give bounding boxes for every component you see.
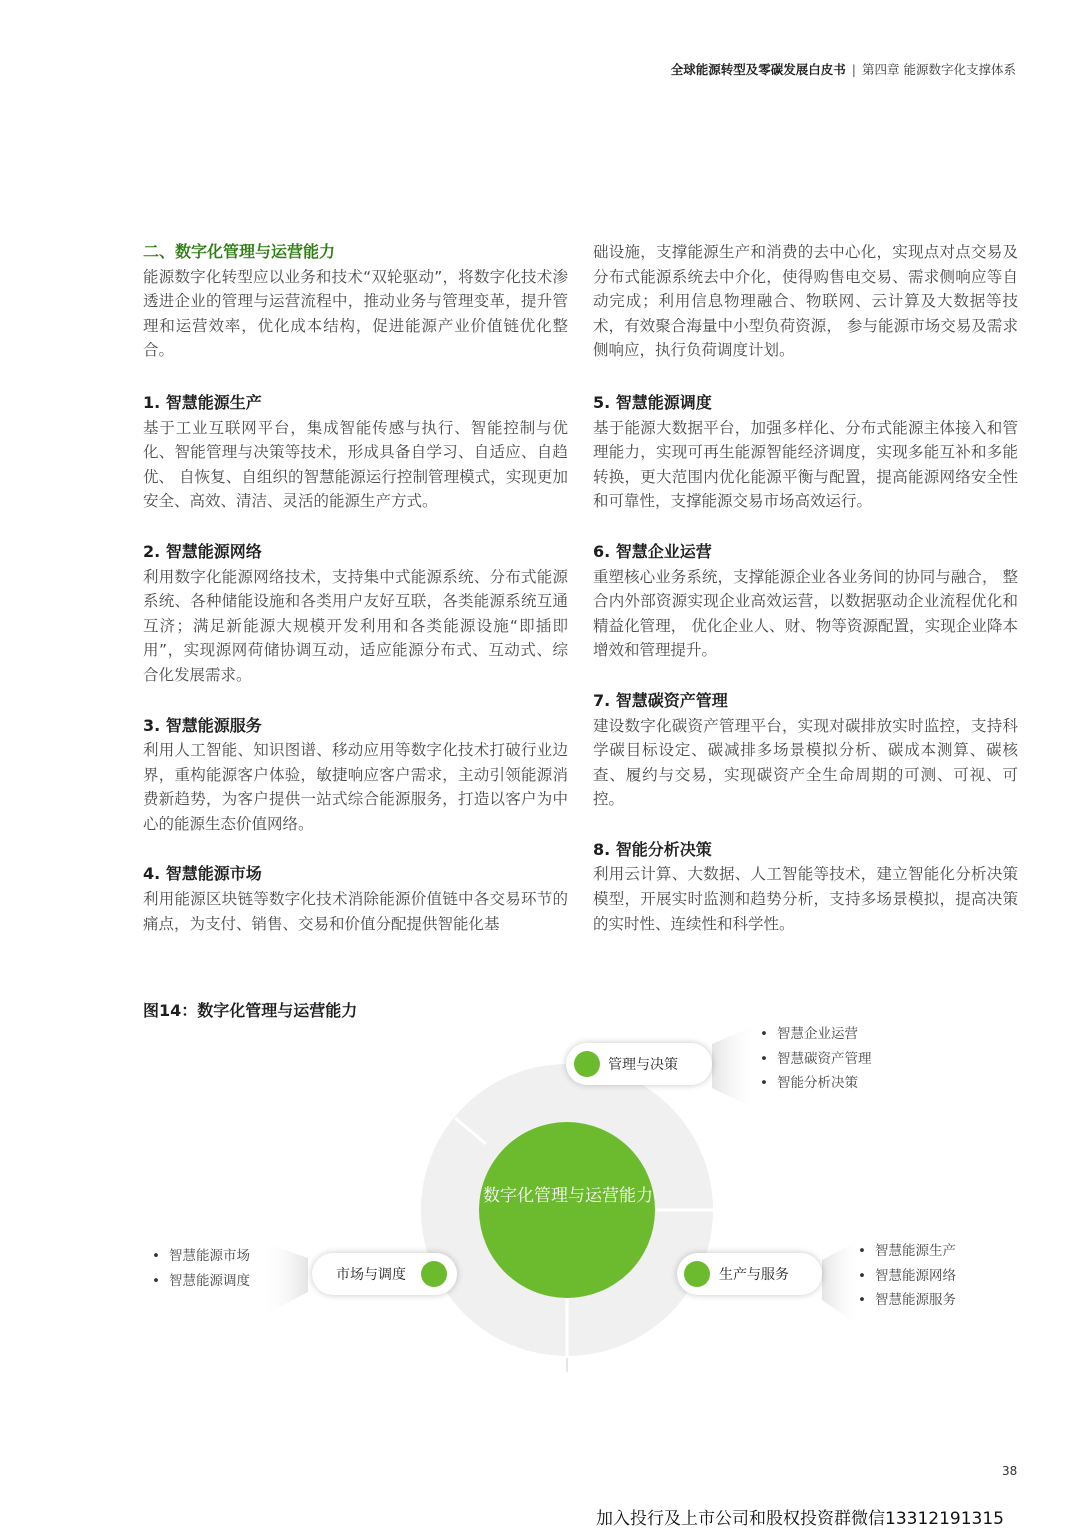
green-dot-icon [421, 1261, 447, 1287]
left-column [143, 240, 568, 958]
page-header [671, 60, 1016, 78]
item-text-8: 利用云计算、大数据、人工智能等技术，建立智能化分析决策模型，开展实时监测和趋势分析，支持多场景模拟，提高决策的实时性、连续性和科学性。 [593, 865, 1018, 933]
item-text-4: 利用能源区块链等数字化技术消除能源价值链中各交易环节的痛点，为支付、销售、交易和价值分配提供智能化基 [143, 890, 568, 933]
market-bullets [152, 1244, 250, 1293]
item-text-1: 基于工业互联网平台，集成智能传感与执行、智能控制与优化、智能管理与决策等技术，形成具备自学习、自适应、自趋优、 自恢复、自组织的智慧能源运行控制管理模式，实现更加安全、高效、清洁、灵活的能源生产方式。 [143, 418, 568, 511]
right-column [593, 240, 1018, 958]
node-management [566, 1043, 712, 1085]
bullet-item: • 智慧能源调度 [152, 1269, 250, 1294]
item-title-3: 3. 智慧能源服务 [143, 715, 262, 735]
item-title-5: 5. 智慧能源调度 [593, 392, 712, 412]
node-label: 管理与决策 [608, 1057, 678, 1073]
bullet-item: • 智慧碳资产管理 [760, 1047, 871, 1072]
bullet-item: • 智能分析决策 [760, 1071, 871, 1096]
item-text-6: 重塑核心业务系统，支撑能源企业各业务间的协同与融合， 整合内外部资源实现企业高效运营，以数据驱动企业流程优化和精益化管理， 优化企业人、财、物等资源配置，实现企业降本增效和管理提升。 [593, 567, 1018, 660]
bullet-item: • 智慧能源服务 [858, 1288, 956, 1313]
node-label: 市场与调度 [336, 1267, 406, 1283]
section-intro: 能源数字化转型应以业务和技术“双轮驱动”，将数字化技术渗透进企业的管理与运营流程中，推动业务与管理变革，提升管理和运营效率，优化成本结构，促进能源产业价值链优化整合。 [143, 267, 568, 360]
item-title-4: 4. 智慧能源市场 [143, 864, 262, 884]
capability-diagram [0, 1010, 1080, 1390]
footer-note: 加入投行及上市公司和股权投资群微信13312191315 [596, 1509, 1004, 1529]
green-dot-icon [684, 1261, 710, 1287]
item-text-5: 基于能源大数据平台，加强多样化、分布式能源主体接入和管理能力，实现可再生能源智能经济调度，实现多能互补和多能转换，更大范围内优化能源平衡与配置，提高能源网络安全性和可靠性，支撑能源交易市场高效运行。 [593, 418, 1018, 511]
bullet-item: • 智慧企业运营 [760, 1022, 871, 1047]
green-dot-icon [574, 1051, 600, 1077]
book-title: 全球能源转型及零碳发展白皮书 [670, 62, 846, 77]
page-number: 38 [1002, 1464, 1018, 1478]
item-text-3: 利用人工智能、知识图谱、移动应用等数字化技术打破行业边界，重构能源客户体验，敏捷响应客户需求，主动引领能源消费新趋势，为客户提供一站式综合能源服务，打造以客户为中心的能源生态价值网络。 [143, 741, 568, 833]
chapter-title: 第四章 能源数字化支撑体系 [862, 62, 1016, 77]
connector-shade-right [822, 1238, 862, 1328]
bullet-item: • 智慧能源生产 [858, 1239, 956, 1264]
header-separator: | [851, 62, 857, 77]
item-text-4-continued: 础设施，支撑能源生产和消费的去中心化，实现点对点交易及分布式能源系统去中介化，使得购售电交易、需求侧响应等自动完成；利用信息物理融合、物联网、云计算及大数据等技术，有效聚合海量中小型负荷资源， 参与能源市场交易及需求侧响应，执行负荷调度计划。 [593, 243, 1018, 360]
management-bullets [760, 1022, 871, 1096]
node-label: 生产与服务 [719, 1267, 789, 1283]
item-title-1: 1. 智慧能源生产 [143, 392, 262, 412]
figure-title: 图14：数字化管理与运营能力 [143, 1001, 358, 1020]
connector-shade-left [262, 1242, 308, 1316]
connector-shade-top [712, 1024, 758, 1110]
item-title-6: 6. 智慧企业运营 [593, 541, 712, 561]
item-title-7: 7. 智慧碳资产管理 [593, 690, 728, 710]
item-text-7: 建设数字化碳资产管理平台，实现对碳排放实时监控，支持科学碳目标设定、碳减排多场景模拟分析、碳成本测算、碳核查、履约与交易，实现碳资产全生命周期的可测、可视、可控。 [593, 716, 1018, 809]
item-title-8: 8. 智能分析决策 [593, 839, 712, 859]
item-title-2: 2. 智慧能源网络 [143, 541, 262, 561]
production-bullets [858, 1239, 956, 1313]
node-market [312, 1253, 457, 1295]
bullet-item: • 智慧能源网络 [858, 1264, 956, 1289]
section-title: 二、数字化管理与运营能力 [143, 242, 336, 261]
node-production [677, 1253, 822, 1295]
item-text-2: 利用数字化能源网络技术，支持集中式能源系统、分布式能源系统、各种储能设施和各类用户友好互联，各类能源系统互通互济；满足新能源大规模开发利用和各类能源设施“即插即用”，实现源网荷储协调互动，适应能源分布式、互动式、综合化发展需求。 [143, 567, 568, 684]
center-circle [479, 1122, 655, 1298]
bullet-item: • 智慧能源市场 [152, 1244, 250, 1269]
center-label: 数字化管理与运营能力 [483, 1186, 653, 1206]
